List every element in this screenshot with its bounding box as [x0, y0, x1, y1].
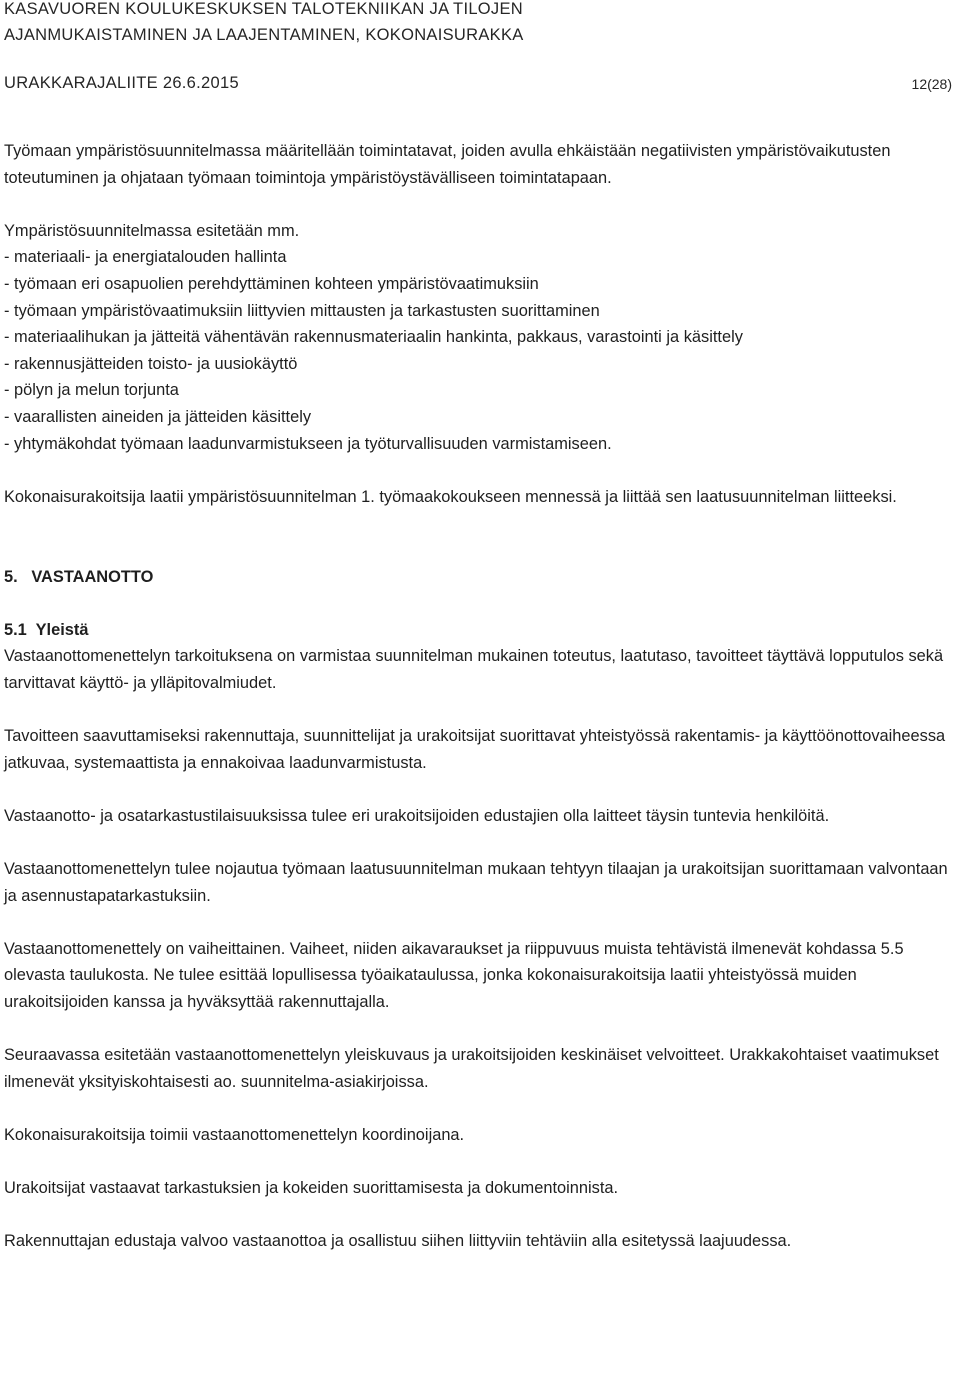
- paragraph: Vastaanottomenettelyn tulee nojautua työmaan laatusuunnitelman mukaan tehtyyn tilaajan ja urakoitsijan suorittamaan valvontaan ja asennustapatarkastuksiin.: [4, 860, 948, 905]
- paragraph: Vastaanottomenettelyn tarkoituksena on varmistaa suunnitelman mukainen toteutus, laatutaso, tavoitteet täyttävä lopputulos sekä tarvittavat käyttö- ja ylläpitovalmiudet.: [4, 647, 944, 692]
- page-number: 12(28): [911, 76, 952, 92]
- list-item: - työmaan ympäristövaatimuksiin liittyvien mittausten ja tarkastusten suorittaminen: [4, 301, 600, 320]
- intro-paragraph: Työmaan ympäristösuunnitelmassa määritellään toimintatavat, joiden avulla ehkäistään negatiivisten ympäristövaikutusten toteutuminen ja ohjataan työmaan toimintoja ympäristöystävälliseen toimintatapaan.: [4, 142, 891, 187]
- list-item: - materiaalihukan ja jätteitä vähentävän rakennusmateriaalin hankinta, pakkaus, varastointi ja käsittely: [4, 328, 743, 347]
- paragraph: Urakoitsijat vastaavat tarkastuksien ja kokeiden suorittamisesta ja dokumentoinnista.: [4, 1179, 619, 1198]
- environment-plan-list: [4, 244, 954, 457]
- list-item: - vaarallisten aineiden ja jätteiden käsittely: [4, 407, 312, 426]
- paragraph: Vastaanotto- ja osatarkastustilaisuuksissa tulee eri urakoitsijoiden edustajien olla laitteet täysin tuntevia henkilöitä.: [4, 806, 830, 825]
- header-appendix-row: [4, 70, 956, 96]
- list-item: - rakennusjätteiden toisto- ja uusiokäyttö: [4, 354, 298, 373]
- document-body: [4, 138, 954, 1255]
- list-item: - työmaan eri osapuolien perehdyttäminen kohteen ympäristövaatimuksiin: [4, 274, 539, 293]
- appendix-label: URAKKARAJALIITE 26.6.2015: [4, 74, 239, 92]
- paragraph: Seuraavassa esitetään vastaanottomenettelyn yleiskuvaus ja urakoitsijoiden keskinäiset velvoitteet. Urakkakohtaiset vaatimukset ilmenevät yksityiskohtaisesti ao. suunnitelma-asiakirjoissa.: [4, 1046, 939, 1091]
- list-item: - materiaali- ja energiatalouden hallinta: [4, 248, 287, 267]
- paragraph: Vastaanottomenettely on vaiheittainen. Vaiheet, niiden aikavaraukset ja riippuvuus muista tehtävistä ilmenevät kohdassa 5.5 olevasta taulukosta. Ne tulee esittää lopullisessa työaikataulussa, jonka kokonaisurakoitsija laatii yhteistyössä muiden urakoitsijoiden kanssa ja hyväksyttää rakennuttajalla.: [4, 939, 904, 1011]
- header-title-line-2: AJANMUKAISTAMINEN JA LAAJENTAMINEN, KOKONAISURAKKA: [4, 26, 524, 44]
- list-item: - pölyn ja melun torjunta: [4, 381, 179, 400]
- section-heading: 5. VASTAANOTTO: [4, 567, 154, 586]
- subsection-heading: 5.1 Yleistä: [4, 620, 89, 639]
- list-item: - yhtymäkohdat työmaan laadunvarmistukseen ja työturvallisuuden varmistamiseen.: [4, 434, 612, 453]
- list-intro: Ympäristösuunnitelmassa esitetään mm.: [4, 221, 300, 240]
- page-header: [4, 0, 956, 96]
- paragraph: Rakennuttajan edustaja valvoo vastaanottoa ja osallistuu siihen liittyviin tehtäviin alla esitetyssä laajuudessa.: [4, 1232, 792, 1251]
- header-title-line-1: KASAVUOREN KOULUKESKUKSEN TALOTEKNIIKAN JA TILOJEN: [4, 0, 524, 18]
- contractor-note: Kokonaisurakoitsija laatii ympäristösuunnitelman 1. työmaakokoukseen mennessä ja liittää sen laatusuunnitelman liitteeksi.: [4, 487, 897, 506]
- paragraph: Tavoitteen saavuttamiseksi rakennuttaja, suunnittelijat ja urakoitsijat suorittavat yhteistyössä rakentamis- ja käyttöönottovaiheessa jatkuvaa, systemaattista ja ennakoivaa laadunvarmistusta.: [4, 727, 946, 772]
- paragraph: Kokonaisurakoitsija toimii vastaanottomenettelyn koordinoijana.: [4, 1125, 465, 1144]
